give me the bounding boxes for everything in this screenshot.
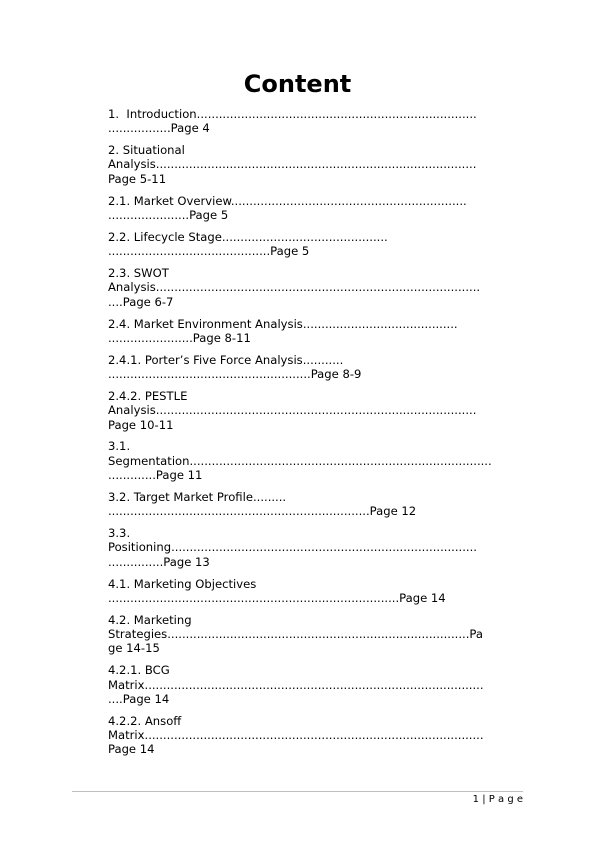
toc-entry-line: Positioning................................................................................... — [108, 540, 477, 555]
toc-entry-line: Segmentation.................................................................................. — [108, 453, 492, 468]
toc-entry-line: 2.2. Lifecycle Stage............................................. — [108, 229, 388, 244]
toc-entry-line: Page 14 — [108, 742, 155, 757]
toc-entry — [108, 490, 528, 519]
toc-entry — [108, 107, 528, 136]
toc-entry-line: 4.2.1. BCG — [108, 663, 170, 678]
toc-entry-line: ............................................Page 5 — [108, 244, 310, 259]
footer-separator: | — [482, 794, 486, 805]
toc-entry-line: .......................Page 8-11 — [108, 330, 251, 345]
page-footer — [473, 794, 523, 806]
toc-entry — [108, 613, 528, 656]
toc-entry — [108, 577, 528, 606]
toc-entry — [108, 266, 528, 309]
toc-entry-line: 2.4.2. PESTLE — [108, 388, 188, 403]
toc-entry-line: 1. Introduction............................................................................ — [108, 107, 477, 121]
page-number: 1 — [472, 794, 480, 805]
toc-entry-line: ....Page 14 — [108, 691, 170, 706]
toc-entry-line: Matrix............................................................................................ — [108, 728, 484, 742]
toc-entry-line: 4.2.2. Ansoff — [108, 713, 182, 728]
toc-entry — [108, 194, 528, 223]
toc-entry — [108, 714, 528, 757]
toc-entry-line: Matrix............................................................................................ — [108, 677, 484, 692]
toc-entry-line: Analysis....................................................................................... — [108, 157, 477, 172]
toc-entry-line: .......................................................................Page 12 — [108, 504, 417, 519]
toc-entry-line: 4.2. Marketing — [108, 612, 192, 627]
toc-entry — [108, 663, 528, 706]
toc-entry — [108, 389, 528, 432]
page-title: Content — [243, 70, 352, 98]
page-label: P a g e — [488, 794, 523, 805]
toc-entry — [108, 439, 528, 482]
toc-entry-line: Analysis........................................................................................ — [108, 280, 481, 295]
toc-entry-line: ...............................................................................Page 14 — [108, 590, 446, 605]
toc-entry-line: 2. Situational — [108, 143, 185, 158]
toc-entry-line: .............Page 11 — [108, 467, 203, 482]
toc-entry-line: Page 5-11 — [108, 171, 167, 186]
toc-entry-line: Strategies..................................................................................Pa — [108, 627, 483, 642]
toc-entry-line: 3.2. Target Market Profile......... — [108, 489, 287, 504]
toc-entry-line: ......................Page 5 — [108, 207, 229, 222]
toc-entry-line: 3.3. — [108, 526, 131, 541]
toc-entry-line: .................Page 4 — [108, 121, 210, 136]
toc-entry-line: 3.1. — [108, 439, 131, 454]
toc-entry-line: .......................................................Page 8-9 — [108, 367, 362, 382]
toc-entry-line: ge 14-15 — [108, 641, 160, 656]
toc-entry-line: 2.4.1. Porter’s Five Force Analysis........... — [108, 352, 344, 367]
toc-entry-line: ...............Page 13 — [108, 554, 210, 569]
toc-entry-line: 2.4. Market Environment Analysis.......................................... — [108, 316, 458, 331]
toc-entry-line: Page 10-11 — [108, 417, 174, 432]
footer-divider — [72, 791, 523, 792]
toc-entry-line: Analysis....................................................................................... — [108, 403, 477, 418]
toc-entry-line: 4.1. Marketing Objectives — [108, 576, 257, 591]
toc-entry-line: ....Page 6-7 — [108, 294, 174, 309]
toc-entry — [108, 353, 528, 382]
toc-entry — [108, 143, 528, 186]
table-of-contents — [108, 107, 528, 764]
toc-entry-line: 2.3. SWOT — [108, 266, 169, 281]
toc-entry — [108, 317, 528, 346]
toc-entry — [108, 526, 528, 569]
toc-entry-line: 2.1. Market Overview................................................................ — [108, 193, 467, 208]
toc-entry — [108, 230, 528, 259]
